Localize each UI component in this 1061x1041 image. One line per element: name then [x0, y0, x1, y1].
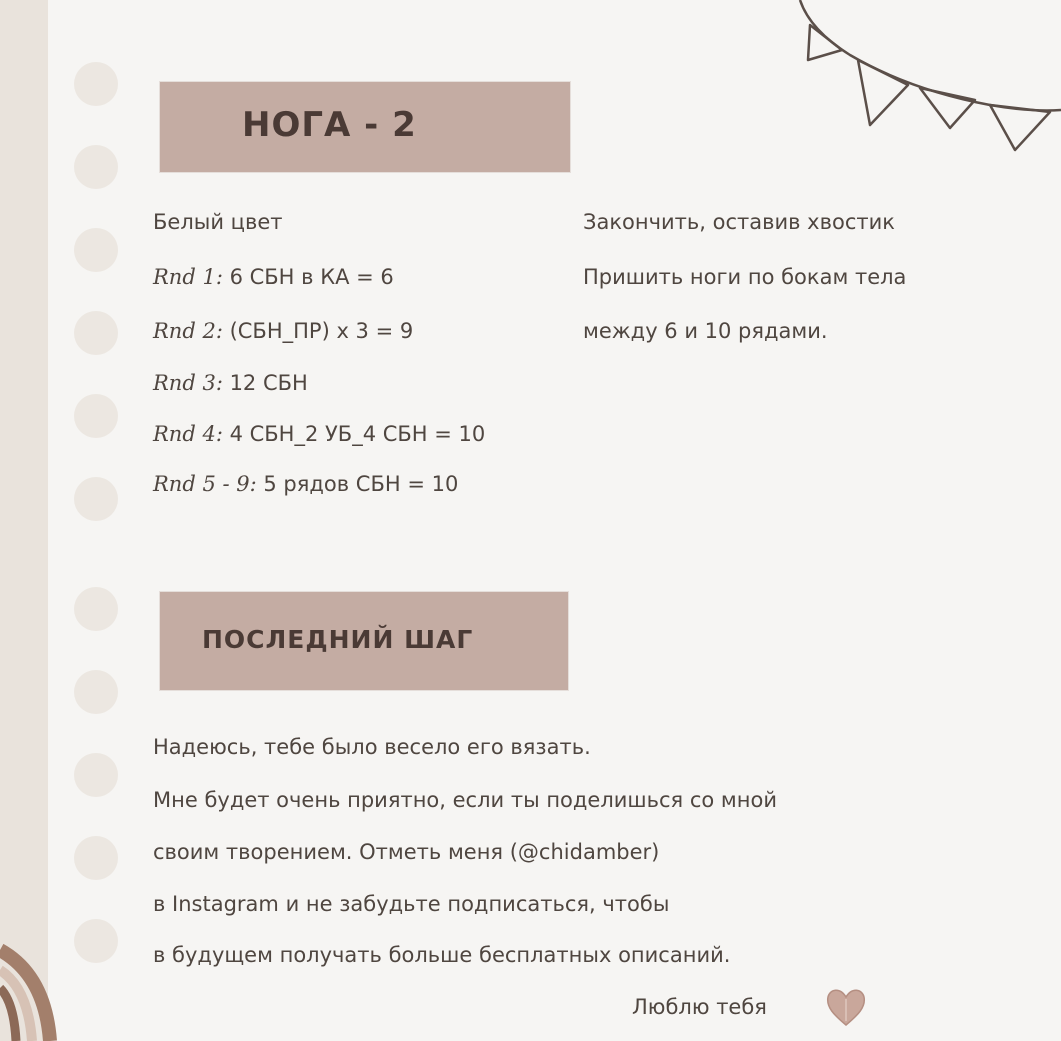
- round-line: [153, 319, 413, 343]
- color-line: Белый цвет: [153, 210, 283, 234]
- hole: [74, 753, 118, 797]
- hole: [74, 311, 118, 355]
- round-text: 6 СБН в КА = 6: [222, 265, 394, 289]
- instruction-line: Закончить, оставив хвостик: [583, 210, 895, 234]
- hole: [74, 919, 118, 963]
- round-line: [153, 422, 485, 446]
- paragraph-line: Мне будет очень приятно, если ты поделишься со мной: [153, 788, 778, 812]
- hole: [74, 587, 118, 631]
- round-label: Rnd 5 - 9:: [153, 472, 257, 496]
- paragraph-line: Надеюсь, тебе было весело его вязать.: [153, 735, 591, 759]
- round-label: Rnd 1:: [153, 265, 223, 289]
- round-line: [153, 265, 394, 289]
- hole: [74, 145, 118, 189]
- rainbow-swirl-icon: [0, 930, 70, 1041]
- instruction-line: Пришить ноги по бокам тела: [583, 265, 907, 289]
- round-text: 12 СБН: [222, 371, 308, 395]
- hole: [74, 228, 118, 272]
- hole: [74, 62, 118, 106]
- signoff-text: Люблю тебя: [632, 995, 767, 1019]
- round-text: 5 рядов СБН = 10: [256, 472, 459, 496]
- bunting-flags-icon: [790, 0, 1061, 160]
- round-label: Rnd 2:: [153, 319, 223, 343]
- round-label: Rnd 3:: [153, 371, 223, 395]
- hole: [74, 477, 118, 521]
- section-title-final-step: ПОСЛЕДНИЙ ШАГ: [202, 625, 474, 654]
- paragraph-line: в Instagram и не забудьте подписаться, чтобы: [153, 892, 670, 916]
- paragraph-line: своим творением. Отметь меня (@chidamber): [153, 840, 660, 864]
- round-text: (СБН_ПР) х 3 = 9: [222, 319, 414, 343]
- round-line: [153, 472, 458, 496]
- round-text: 4 СБН_2 УБ_4 СБН = 10: [222, 422, 486, 446]
- round-line: [153, 371, 308, 395]
- round-label: Rnd 4:: [153, 422, 223, 446]
- section-title-leg: НОГА - 2: [242, 105, 417, 145]
- hole: [74, 394, 118, 438]
- paragraph-line: в будущем получать больше бесплатных описаний.: [153, 943, 731, 967]
- hole: [74, 836, 118, 880]
- instruction-line: между 6 и 10 рядами.: [583, 319, 828, 343]
- heart-icon: [824, 985, 868, 1029]
- hole: [74, 670, 118, 714]
